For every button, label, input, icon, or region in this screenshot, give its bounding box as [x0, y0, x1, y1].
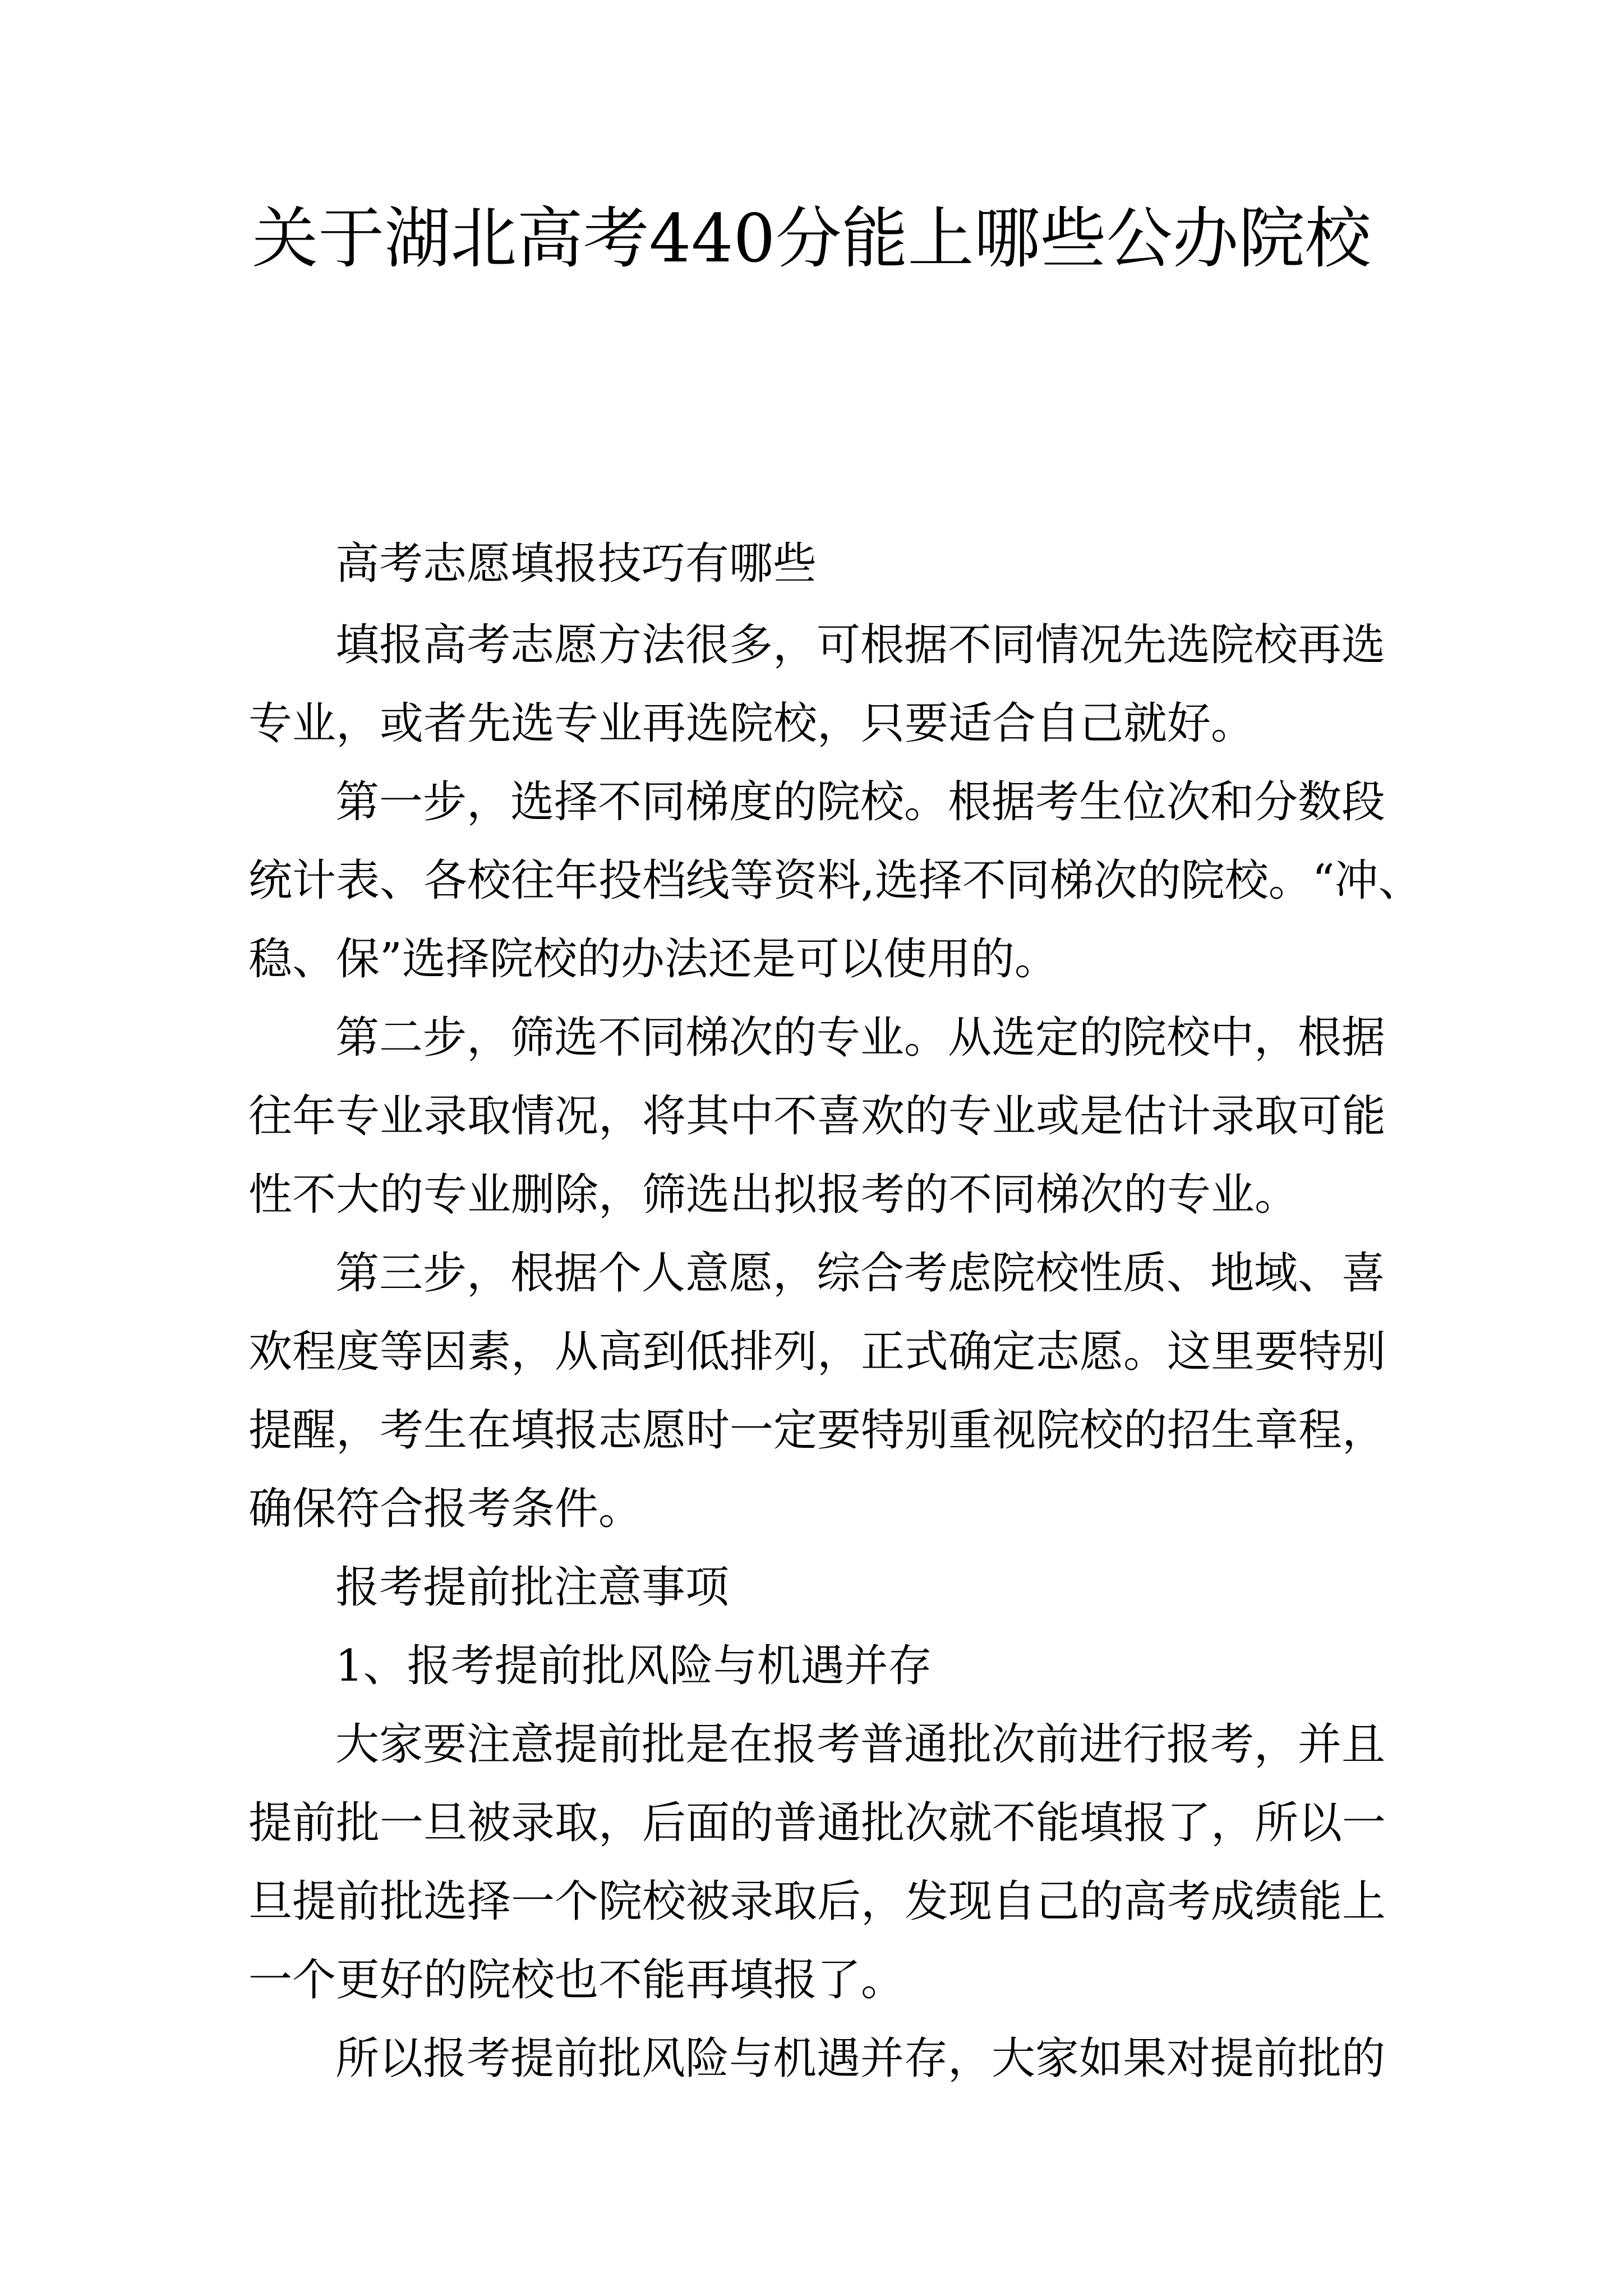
subsection-heading: 1、报考提前批风险与机遇并存: [335, 1641, 932, 1691]
paragraph-line: 提前批一旦被录取，后面的普通批次就不能填报了，所以一: [248, 1798, 1386, 1848]
paragraph-line: 所以报考提前批风险与机遇并存，大家如果对提前批的: [335, 2033, 1386, 2084]
paragraph-line: 确保符合报考条件。: [248, 1484, 643, 1534]
paragraph-line: 大家要注意提前批是在报考普通批次前进行报考，并且: [335, 1719, 1386, 1770]
document-title: 关于湖北高考440分能上哪些公办院校: [252, 200, 1371, 277]
paragraph-line: 稳、保”选择院校的办法还是可以使用的。: [248, 934, 1058, 984]
paragraph-line: 提醒，考生在填报志愿时一定要特别重视院校的招生章程，: [248, 1405, 1386, 1456]
paragraph-line: 第二步，筛选不同梯次的专业。从选定的院校中，根据: [335, 1013, 1386, 1063]
paragraph-line: 统计表、各校往年投档线等资料,选择不同梯次的院校。“冲、: [248, 855, 1422, 906]
paragraph-line: 专业，或者先选专业再选院校，只要适合自己就好。: [248, 698, 1255, 749]
paragraph-line: 欢程度等因素，从高到低排列，正式确定志愿。这里要特别: [248, 1327, 1386, 1377]
paragraph-line: 第一步，选择不同梯度的院校。根据考生位次和分数段: [335, 777, 1386, 827]
section-heading: 高考志愿填报技巧有哪些: [335, 539, 817, 589]
paragraph-line: 旦提前批选择一个院校被录取后，发现自己的高考成绩能上: [248, 1876, 1386, 1927]
section-heading: 报考提前批注意事项: [335, 1562, 730, 1613]
paragraph-line: 往年专业录取情况，将其中不喜欢的专业或是估计录取可能: [248, 1091, 1386, 1142]
paragraph-line: 填报高考志愿方法很多，可根据不同情况先选院校再选: [335, 620, 1386, 670]
paragraph-line: 第三步，根据个人意愿，综合考虑院校性质、地域、喜: [335, 1248, 1386, 1299]
paragraph-line: 一个更好的院校也不能再填报了。: [248, 1955, 905, 2005]
paragraph-line: 性不大的专业删除，筛选出拟报考的不同梯次的专业。: [248, 1170, 1299, 1220]
